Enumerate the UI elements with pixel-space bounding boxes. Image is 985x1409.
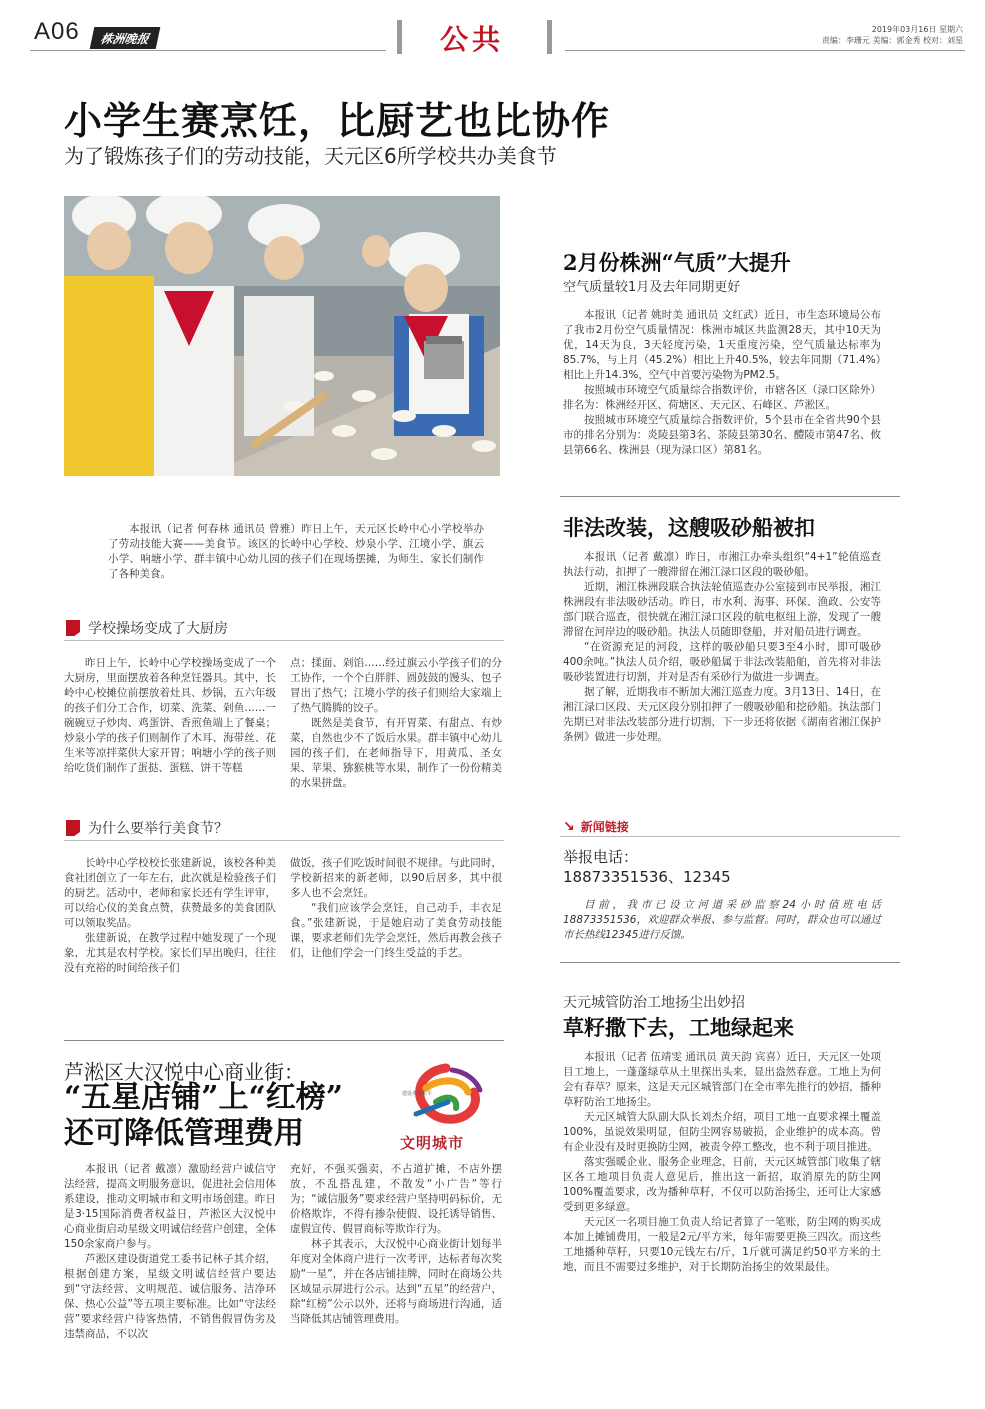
ship-title: 非法改装，这艘吸砂船被扣 — [563, 515, 815, 540]
lead-intro-text: 本报讯（记者 何春林 通讯员 曾雅）昨日上午，天元区长岭中心小学校举办了劳动技能大赛——美食节。该区的长岭中心学校、炒泉小学、江境小学、旗云小学、响塘小学、群丰镇中心幼儿园的孩子们在现场摆摊，为师生、家长们制作了各种美食。 — [108, 523, 484, 580]
sec1-col1 — [64, 656, 276, 776]
civilized-city-emblem-icon — [396, 1062, 496, 1132]
date-line: 2019年03月16日 星期六 — [871, 25, 963, 34]
grass-p3: 落实强暖企业、服务企业理念，日前，天元区城管部门收集了辖区各工地项目负责人意见后，推出这一新招，取消原先的防尘网100%覆盖要求，改为播种草籽，不仅可以防治扬尘，还可让大家感受到更多绿意。 — [563, 1156, 881, 1213]
mall-col1a-text: 本报讯（记者 戴凛）激励经营户诚信守法经营，提高文明服务意识，促进社会信用体系建设，推动文明城市和文明市场创建。昨日是3·15国际消费者权益日，芦淞区大汉悦中心商业街启动星级文明诚信经营户创建，全体150余家商户参与。 — [64, 1163, 276, 1250]
sec1-col1-text: 昨日上午，长岭中心学校操场变成了一个大厨房，里面摆放着各种烹饪器具。其中，长岭中心校摊位前摆放着灶具、炒锅，五六年级的孩子们分工合作，切菜、洗菜、剁鱼……一碗碗豆子炒肉、鸡蛋饼、香煎鱼端上了餐桌；炒泉小学的孩子们则制作了木耳、海带丝、花生米等凉拌菜供大家开胃；响塘小学的孩子则给吃货们制作了蛋挞、蛋糕、饼干等糕 — [64, 657, 276, 774]
sec2-title: 为什么要举行美食节？ — [88, 821, 228, 837]
header-rule-left — [30, 50, 386, 51]
air-title: 2月份株洲“气质”大提升 — [563, 250, 791, 275]
news-link-text: 新闻链接 — [580, 820, 629, 834]
grass-kicker: 天元城管防治工地扬尘出妙招 — [563, 995, 745, 1011]
air-p3: 按照城市环境空气质量综合指数评价，5个县市在全省共90个县市的排名分别为：炎陵县第3名、茶陵县第30名、醴陵市第47名、攸县第66名、株洲县（现为渌口区）第81名。 — [563, 414, 881, 456]
grass-title: 草籽撒下去，工地绿起来 — [563, 1015, 794, 1040]
sec1-col2a-text: 点；揉面、剁馅……经过旗云小学孩子们的分工协作，一个个白胖胖、圆鼓鼓的馒头、包子冒出了热气；江境小学的孩子们则给大家端上了热气腾腾的饺子。 — [290, 657, 502, 714]
cooking-photo — [64, 196, 500, 476]
sec2-col1 — [64, 856, 276, 976]
mall-col1 — [64, 1162, 276, 1342]
sec1-rule — [64, 640, 504, 641]
header-bar-left — [397, 20, 402, 54]
mall-title-line2: 还可降低管理费用 — [64, 1116, 304, 1151]
arrow-icon: ↘ — [563, 818, 575, 835]
ship-p2: 近期，湘江株洲段联合执法轮值巡查办公室接到市民举报，湘江株洲段有非法吸砂活动。昨日，市水利、海事、环保、渔政、公安等部门联合巡查，很快就在湘江渌口区段的航电枢纽上游，发现了一艘滞留在河岸边的吸砂船。执法人员随即登船，并对船员进行调查。 — [563, 581, 881, 638]
section-title: 公共 — [440, 23, 505, 56]
sec2-col1a-text: 长岭中心学校校长张建新说，该校各种美食社团创立了一年左右，此次就是检验孩子们的厨艺。活动中，老师和家长还有学生评审，可以给心仪的美食点赞，获赞最多的美食团队可以领取奖品。 — [64, 857, 276, 929]
section-flag-icon — [66, 620, 80, 636]
sec2-heading — [66, 818, 228, 838]
sec1-title: 学校操场变成了大厨房 — [88, 621, 228, 637]
news-link-label — [563, 818, 629, 835]
grass-p1: 本报讯（记者 伍靖雯 通讯员 黄天韵 宾喜）近日，天元区一处项目工地上，一蓬蓬绿草从土里探出头来，显出盎然春意。工地上为何会有春草？原来，这是天元区城管部门在全市率先推行的妙招，播种草籽防治工地扬尘。 — [563, 1051, 881, 1108]
grass-body — [563, 1050, 881, 1275]
mall-title-line1: “五星店铺”上“红榜” — [64, 1080, 344, 1115]
sec2-rule — [64, 840, 504, 841]
logo-civilized-city-text: 文明城市 — [400, 1134, 465, 1152]
cooking-photo-illustration — [64, 196, 500, 476]
lead-headline: 小学生赛烹饪，比厨艺也比协作 — [64, 99, 611, 143]
mall-col2b-text: 林子其表示，大汉悦中心商业街计划每半年度对全体商户进行一次考评，达标者每次奖励“一星”，并在各店铺挂牌，同时在商场公共区域显示屏进行公示。达到“五星”的经营户，除“红榜”公示以外，还将与商场进行沟通，适当降低其店铺管理费用。 — [290, 1238, 502, 1325]
header-bar-right — [547, 20, 552, 54]
air-p1: 本报讯（记者 姚时美 通讯员 文红武）近日，市生态环境局公布了我市2月份空气质量情况：株洲市城区共监测28天，其中10天为优，14天为良，3天轻度污染，1天重度污染，空气质量达标率为85.7%，与上月（45.2%）相比上升40.5%，较去年同期（71.4%）相比上升14.3%，空气中首要污染物为PM2.5。 — [563, 309, 881, 381]
sec2-col2 — [290, 856, 502, 961]
lead-intro — [108, 522, 484, 582]
tip-rule — [560, 836, 900, 837]
logo-small-text: 建设更高水平 — [402, 1091, 433, 1097]
ship-p4: 据了解，近期我市不断加大湘江巡查力度。3月13日、14日，在湘江渌口区段、天元区段分别扣押了一艘吸砂船和挖砂船。执法部门先期已对非法改装部分进行切割，下一步还将依据《湖南省湘江保护条例》做进一步处理。 — [563, 686, 881, 743]
tip-note — [563, 898, 881, 943]
phone-numbers: 18873351536、12345 — [563, 868, 731, 886]
air-subtitle: 空气质量较1月及去年同期更好 — [563, 280, 741, 295]
ship-p1: 本报讯（记者 戴凛）昨日，市湘江办牵头组织“4+1”轮值巡查执法行动，扣押了一艘滞留在湘江渌口区段的吸砂船。 — [563, 551, 881, 578]
air-p2: 按照城市环境空气质量综合指数评价，市辖各区（渌口区除外）排名为：株洲经开区、荷塘区、天元区、石峰区、芦淞区。 — [563, 384, 881, 411]
right-rule-2 — [560, 962, 900, 963]
header-meta — [822, 24, 963, 46]
section-flag-icon — [66, 820, 80, 836]
newspaper-logo: 株洲晚报 — [90, 27, 161, 49]
grass-p4: 天元区一名项目施工负责人给记者算了一笔账，防尘网的购买成本加上摊铺费用，一般是2元/平方米，每年需要更换三四次。而这些工地播种草籽，只要10元钱左右/斤，1斤就可满足约50平方米的土地，而且不需要过多维护，对于长期防治扬尘的效果最佳。 — [563, 1216, 881, 1273]
sec1-heading — [66, 618, 228, 638]
civilized-city-logo — [396, 1062, 496, 1158]
grass-p2: 天元区城管大队副大队长刘杰介绍，项目工地一直要求裸土覆盖100%，虽说效果明显，但防尘网容易破损，企业维护的成本高。曾有企业没有及时更换防尘网，被责令停工整改，也不利于项目推进。 — [563, 1111, 881, 1153]
mall-col1b-text: 芦淞区建设街道党工委书记林子其介绍，根据创建方案，星级文明诚信经营户要达到“守法经营、文明规范、诚信服务、洁净环保、热心公益”等五项主要标准。比如“守法经营”要求经营户待客热情，不销售假冒伪劣及违禁商品，不以次 — [64, 1253, 276, 1340]
mall-kicker: 芦淞区大汉悦中心商业街： — [64, 1060, 304, 1084]
ship-body — [563, 550, 881, 745]
tip-note-text: 目前，我市已设立河道采砂监察24小时值班电话18873351536，欢迎群众举报、参与监督。同时，群众也可以通过市长热线12345进行反馈。 — [563, 899, 881, 941]
staff-line: 责编：李珊元 美编：郭金秀 校对：刘星 — [821, 36, 963, 45]
sec2-col2b-text: “我们应该学会烹饪，自己动手，丰衣足食。”张建新说，于是她启动了美食劳动技能课，要求老师们先学会烹饪，然后再教会孩子们，让他们学会一门终生受益的手艺。 — [290, 902, 502, 959]
mall-col2a-text: 充好，不强买强卖，不占道扩摊，不店外摆放，不乱搭乱建，不散发“小广告”等行为；“诚信服务”要求经营户坚持明码标价，无价格欺诈，不得有掺杂使假、设托诱导销售、虚假宣传、假冒商标等欺诈行为。 — [290, 1163, 502, 1235]
sec2-col1b-text: 张建新说，在教学过程中她发现了一个现象，尤其是农村学校。家长们早出晚归，往往没有充裕的时间给孩子们 — [64, 932, 276, 974]
page-number: A06 — [34, 18, 80, 45]
phone-label: 举报电话： — [563, 848, 639, 866]
sec1-col2b-text: 既然是美食节，有开胃菜、有甜点、有炒菜，自然也少不了饭后水果。群丰镇中心幼儿园的孩子们，在老师指导下，用黄瓜、圣女果、苹果、猕猴桃等水果，制作了一份份精美的水果拼盘。 — [290, 717, 502, 789]
mall-col2 — [290, 1162, 502, 1327]
air-body — [563, 308, 881, 458]
sec1-col2 — [290, 656, 502, 791]
lead-subhead: 为了锻炼孩子们的劳动技能，天元区6所学校共办美食节 — [64, 144, 557, 168]
header-rule-right — [565, 50, 965, 51]
lead-bottom-rule — [64, 1040, 504, 1041]
right-rule-1 — [560, 496, 900, 497]
ship-p3: “在资源充足的河段，这样的吸砂船只要3至4小时，即可吸砂400余吨。”执法人员介绍，吸砂船属于非法改装船舶，首先将对非法吸砂装置进行切割，并对是否有采砂行为做进一步调查。 — [563, 641, 881, 683]
sec2-col2a-text: 做饭，孩子们吃饭时间很不规律。与此同时，学校新招来的新老师，以90后居多，其中很多人也不会烹饪。 — [290, 857, 502, 899]
